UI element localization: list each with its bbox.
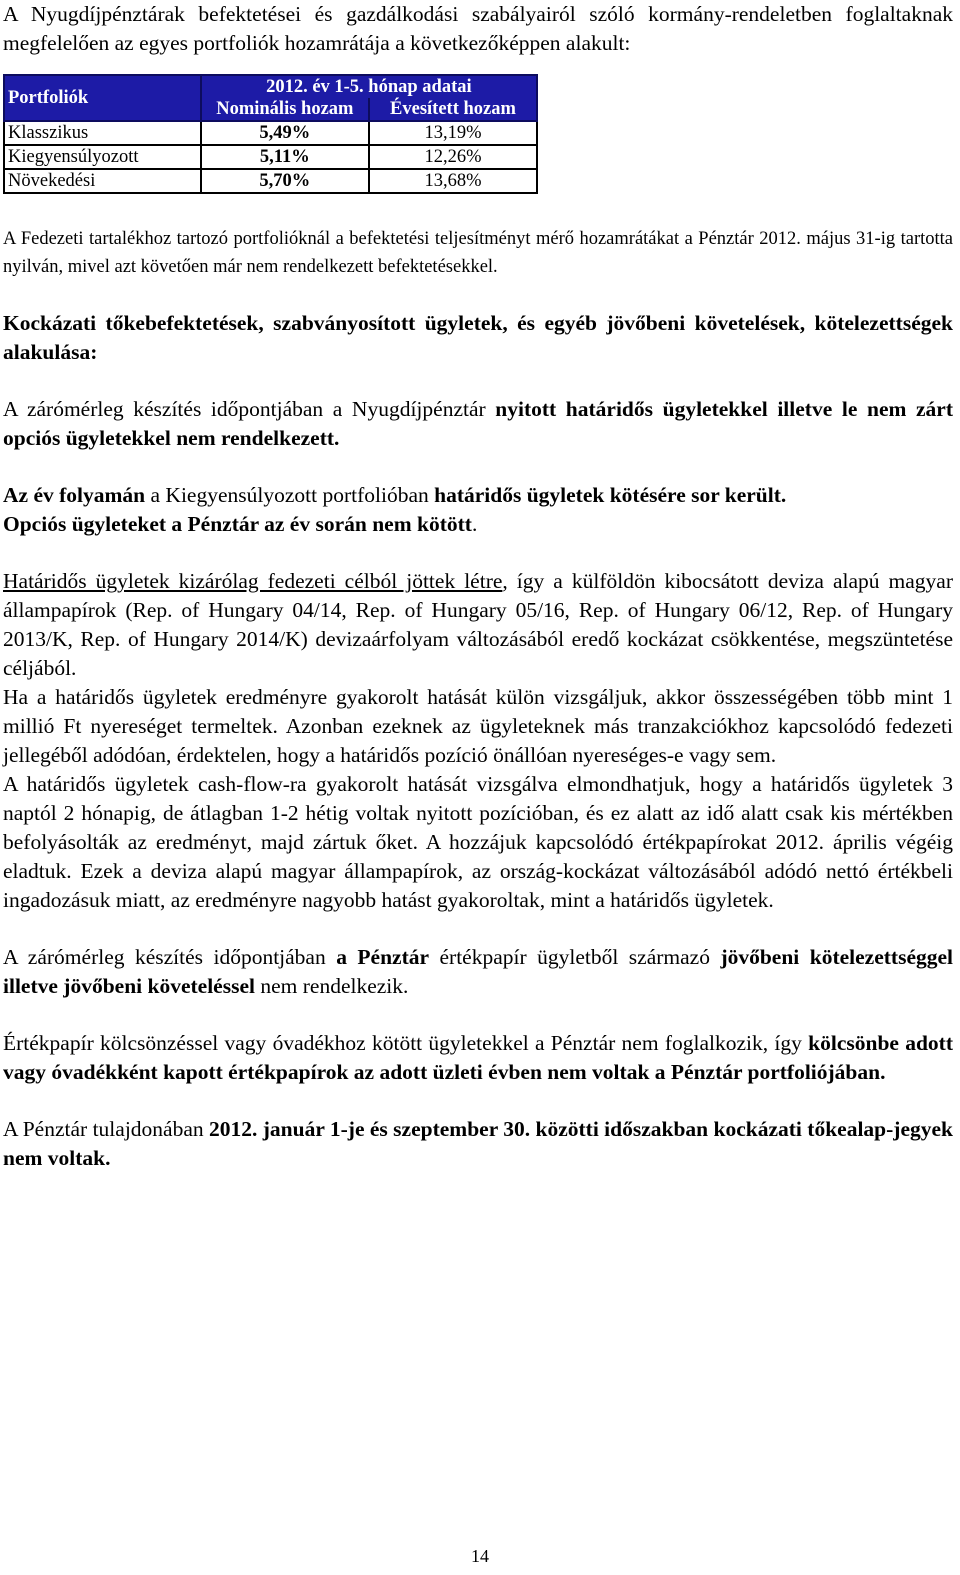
p6-normal-text-1: A zárómérleg készítés időpontjában <box>3 945 337 969</box>
table-row <box>4 145 537 169</box>
p1-normal-text: A zárómérleg készítés időpontjában a Nyugdíjpénztár <box>3 397 496 421</box>
securities-lending-paragraph <box>3 1029 953 1087</box>
p7-bold-text: kölcsönbe adott vagy óvadékként kapott értékpapírok az adott üzleti évben nem voltak a Pénztár portfoliójában. <box>3 1031 954 1084</box>
annualized-return-value: 13,68% <box>369 169 537 193</box>
header-period: 2012. év 1-5. hónap adatai <box>201 75 537 98</box>
p2-bold-text-2: határidős ügyletek kötésére sor került. <box>434 483 787 507</box>
venture-capital-paragraph <box>3 1115 953 1173</box>
fedezeti-note-paragraph: A Fedezeti tartalékhoz tartozó portfolióknál a befektetési teljesítményt mérő hozamrátákat a Pénztár 2012. május 31-ig tartotta nyilván, mivel azt követően már nem rendelkezett befektetésekkel. <box>3 229 953 277</box>
portfolio-returns-table <box>3 74 538 194</box>
section-heading: Kockázati tőkebefektetések, szabványosított ügyletek, és egyéb jövőbeni követelések, kötelezettségek alakulása: <box>3 311 953 364</box>
nominal-return-value: 5,11% <box>201 145 369 169</box>
p6-bold-text-1: a Pénztár <box>336 945 430 969</box>
p2-bold-text-1: Az év folyamán <box>3 483 146 507</box>
p2-normal-text-2: . <box>471 512 478 536</box>
nominal-return-value: 5,70% <box>201 169 369 193</box>
intro-paragraph: A Nyugdíjpénztárak befektetései és gazdálkodási szabályairól szóló kormány-rendeletben foglaltaknak megfelelően az egyes portfoliók hozamrátája a következőképpen alakult: <box>3 2 953 55</box>
p6-bold-text-2: jövőbeni kötelezettséggel illetve jövőbeni követeléssel <box>3 945 953 998</box>
portfolio-name: Kiegyensúlyozott <box>4 145 201 169</box>
p1-bold-text: nyitott határidős ügyletekkel illetve le nem zárt opciós ügyletekkel nem rendelkezett. <box>3 397 953 450</box>
p3-normal-text: , így a külföldön kibocsátott deviza alapú magyar állampapírok (Rep. of Hungary 04/14, Rep. of Hungary 05/16, Rep. of Hungary 06/12, Rep. of Hungary 2013/K, Rep. of Hungary 2014/K) devizaárfolyam változásából eredő kockázat csökkentése, megszüntetése céljából. <box>3 569 953 680</box>
p7-normal-text: Értékpapír kölcsönzéssel vagy óvadékhoz kötött ügyletekkel a Pénztár nem foglalkozik, így <box>3 1031 809 1055</box>
p8-normal-text: A Pénztár tulajdonában <box>3 1117 210 1141</box>
p3-underlined-text: Határidős ügyletek kizárólag fedezeti célból jöttek létre <box>3 569 503 593</box>
open-futures-paragraph <box>3 395 953 453</box>
p6-normal-text-3: nem rendelkezik. <box>254 974 409 998</box>
table-row <box>4 121 537 145</box>
year-futures-paragraph <box>3 481 953 539</box>
cashflow-paragraph: A határidős ügyletek cash-flow-ra gyakorolt hatását vizsgálva elmondhatjuk, hogy a határidős ügyletek 3 naptól 2 hónapig, de átlagban 1-2 hétig voltak nyitott pozícióban, és ez alatt az idő alatt csak kis mértékben befolyásolták az eredményt, majd zártuk őket. A hozzájuk kapcsolódó értékpapírokat 2012. április végéig eladtuk. Ezek a deviza alapú magyar állampapírok, az ország-kockázat változásából adódó nettó értékbeli ingadozásuk miatt, az eredményre nagyobb hatást gyakoroltak, mint a határidős ügyletek. <box>3 772 953 912</box>
p6-normal-text-2: értékpapír ügyletből származó <box>429 945 721 969</box>
header-nominal-return: Nominális hozam <box>201 98 369 121</box>
portfolio-name: Növekedési <box>4 169 201 193</box>
p2-normal-text-1: a Kiegyensúlyozott portfolióban <box>145 483 435 507</box>
future-obligations-paragraph <box>3 943 953 1001</box>
annualized-return-value: 13,19% <box>369 121 537 145</box>
futures-result-paragraph: Ha a határidős ügyletek eredményre gyakorolt hatását külön vizsgáljuk, akkor összességében több mint 1 millió Ft nyereséget termeltek. Azonban ezeknek az ügyleteknek más tranzakciókhoz kapcsolódó fedezeti jellegéből adódóan, érdektelen, hogy a határidős pozíció önállóan nyereséges-e vagy sem. <box>3 685 953 767</box>
portfolio-name: Klasszikus <box>4 121 201 145</box>
header-annualized-return: Évesített hozam <box>369 98 537 121</box>
p8-bold-text: 2012. január 1-je és szeptember 30. közötti időszakban kockázati tőkealap-jegyek nem voltak. <box>3 1117 953 1170</box>
header-portfolios: Portfoliók <box>4 75 201 121</box>
document-page <box>3 0 953 1173</box>
annualized-return-value: 12,26% <box>369 145 537 169</box>
page-number: 14 <box>471 1546 489 1566</box>
table-row <box>4 169 537 193</box>
p2-bold-text-3: Opciós ügyleteket a Pénztár az év során nem kötött <box>3 512 472 536</box>
nominal-return-value: 5,49% <box>201 121 369 145</box>
hedging-purpose-paragraph <box>3 567 953 683</box>
portfolio-table-wrapper <box>3 74 538 194</box>
